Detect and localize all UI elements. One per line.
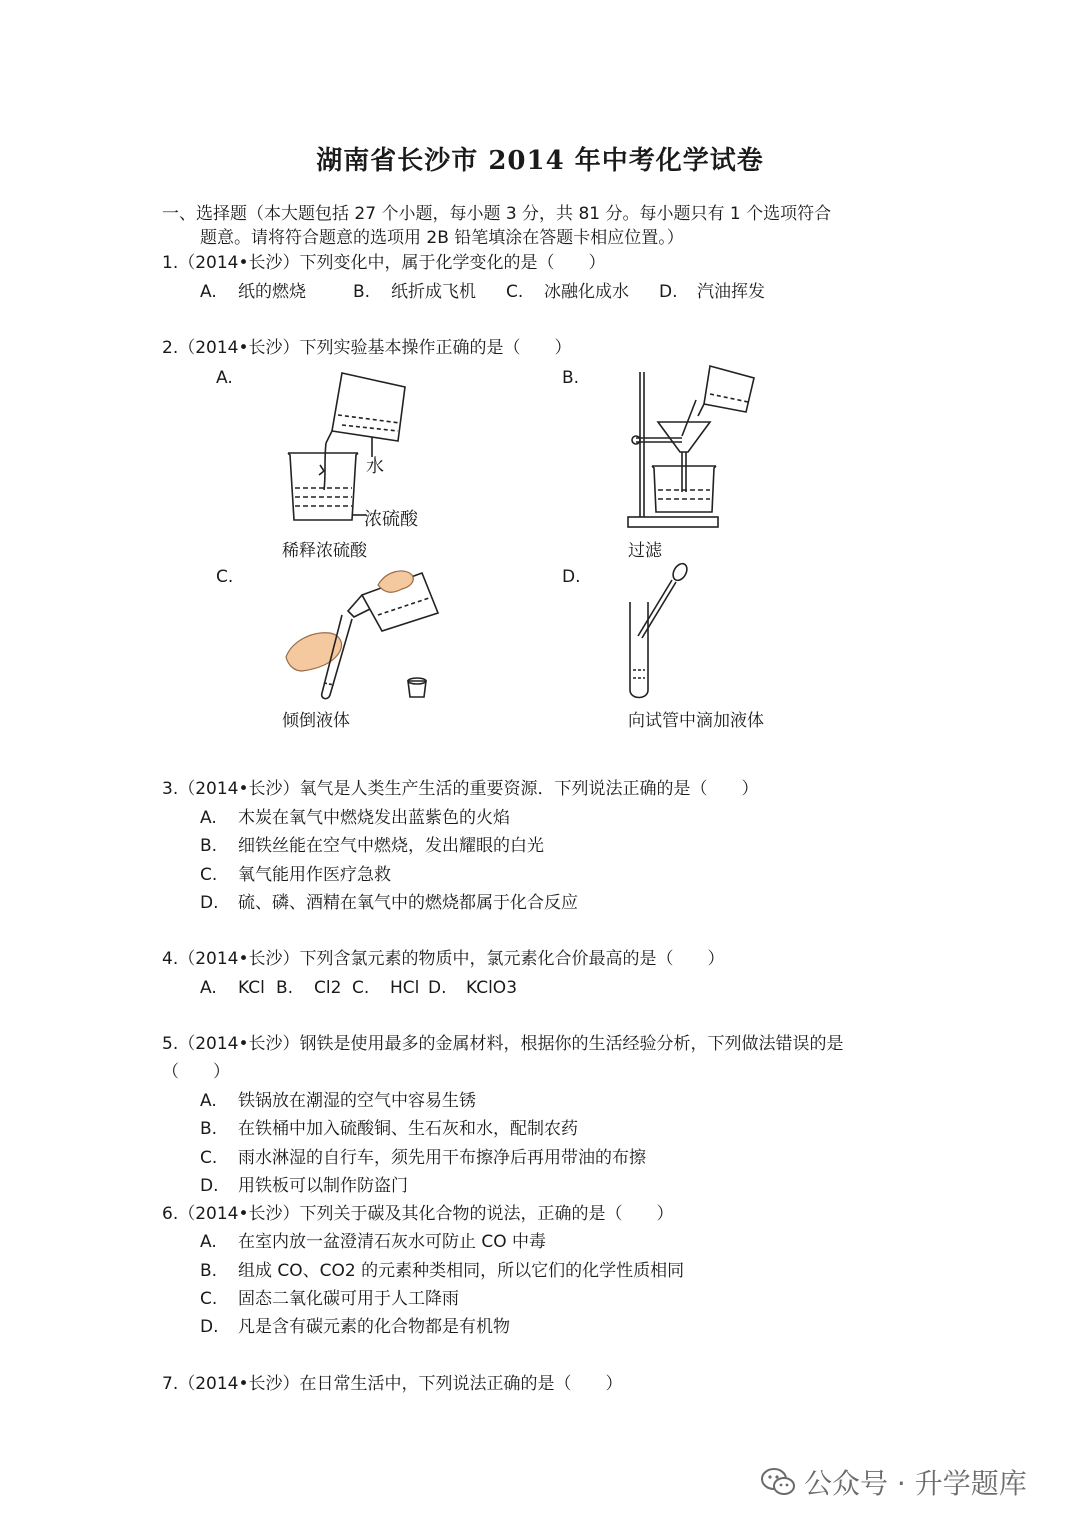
figure-d-caption: 向试管中滴加液体: [628, 711, 764, 731]
water-label: 水: [366, 456, 384, 477]
section-heading-line1: 一、选择题（本大题包括 27 个小题，每小题 3 分，共 81 分。每小题只有 1 个选项符合: [162, 204, 832, 224]
question-4-stem: 4.（2014•长沙）下列含氯元素的物质中，氯元素化合价最高的是（ ）: [162, 949, 725, 969]
option-text: 纸的燃烧: [238, 282, 306, 302]
question-1-stem: 1.（2014•长沙）下列变化中，属于化学变化的是（ ）: [162, 253, 606, 273]
option-letter: A.: [200, 1091, 217, 1111]
option-letter: D.: [200, 893, 219, 913]
option-text: KCl: [238, 978, 265, 998]
question-6-option-b: [200, 1260, 684, 1282]
figure-a-letter: A.: [216, 368, 233, 388]
acid-label: 浓硫酸: [364, 509, 418, 530]
question-3-option-c: [200, 864, 391, 886]
question-6-stem: 6.（2014•长沙）下列关于碳及其化合物的说法，正确的是（ ）: [162, 1204, 674, 1224]
question-5-option-c: [200, 1147, 646, 1169]
option-text: HCl: [390, 978, 420, 998]
option-text: 冰融化成水: [544, 282, 629, 302]
question-5-option-a: [200, 1090, 476, 1112]
question-3-option-d: [200, 892, 578, 914]
option-text: 汽油挥发: [697, 282, 765, 302]
option-text: 雨水淋湿的自行车，须先用干布擦净后再用带油的布擦: [238, 1148, 646, 1168]
question-6-option-d: [200, 1316, 510, 1338]
option-text: 固态二氧化碳可用于人工降雨: [238, 1289, 459, 1309]
option-text: 在铁桶中加入硫酸铜、生石灰和水，配制农药: [238, 1119, 578, 1139]
question-2-stem: 2.（2014•长沙）下列实验基本操作正确的是（ ）: [162, 338, 572, 358]
option-letter: D.: [200, 1176, 219, 1196]
option-letter: C.: [506, 282, 524, 302]
question-5-stem: 5.（2014•长沙）钢铁是使用最多的金属材料，根据你的生活经验分析，下列做法错误的是: [162, 1034, 844, 1054]
option-text: 组成 CO、CO2 的元素种类相同，所以它们的化学性质相同: [238, 1261, 685, 1281]
question-6-option-a: [200, 1231, 546, 1253]
option-letter: A.: [200, 978, 217, 998]
question-3-option-a: [200, 807, 510, 829]
option-text: 纸折成飞机: [391, 282, 476, 302]
option-letter: B.: [200, 1119, 218, 1139]
question-6-option-c: [200, 1288, 459, 1310]
option-text: 细铁丝能在空气中燃烧，发出耀眼的白光: [238, 836, 544, 856]
figure-c-caption: 倾倒液体: [282, 711, 350, 731]
dropper-diagram: [622, 562, 702, 702]
figure-d-letter: D.: [562, 567, 581, 587]
option-text: 氧气能用作医疗急救: [238, 865, 391, 885]
section-heading-line2: 题意。请将符合题意的选项用 2B 铅笔填涂在答题卡相应位置。）: [200, 228, 684, 248]
option-letter: A.: [200, 1232, 217, 1252]
option-text: 凡是含有碳元素的化合物都是有机物: [238, 1317, 510, 1337]
question-1-options: [200, 281, 765, 303]
option-letter: D.: [200, 1317, 219, 1337]
figure-c-letter: C.: [216, 567, 234, 587]
wechat-icon: [760, 1467, 796, 1497]
option-letter: C.: [200, 865, 218, 885]
option-letter: A.: [200, 282, 217, 302]
option-text: 硫、磷、酒精在氧气中的燃烧都属于化合反应: [238, 893, 578, 913]
question-3-option-b: [200, 835, 544, 857]
option-text: 木炭在氧气中燃烧发出蓝紫色的火焰: [238, 808, 510, 828]
option-text: Cl2: [314, 978, 342, 998]
option-letter: D.: [659, 282, 678, 302]
question-5-stem-cont: （ ）: [162, 1062, 230, 1082]
pouring-liquid-diagram: [282, 565, 442, 705]
option-text: KClO3: [466, 978, 518, 998]
figure-a-caption: 稀释浓硫酸: [282, 541, 367, 561]
option-letter: C.: [200, 1289, 218, 1309]
option-letter: A.: [200, 808, 217, 828]
option-text: 铁锅放在潮湿的空气中容易生锈: [238, 1091, 476, 1111]
option-letter: C.: [352, 978, 370, 998]
option-letter: B.: [200, 836, 218, 856]
watermark-text: 公众号 · 升学题库: [804, 1467, 1027, 1500]
option-letter: D.: [428, 978, 447, 998]
watermark: [760, 1462, 1027, 1502]
option-letter: C.: [200, 1148, 218, 1168]
figure-b-letter: B.: [562, 368, 580, 388]
question-5-option-d: [200, 1175, 408, 1197]
option-letter: B.: [276, 978, 294, 998]
question-3-stem: 3.（2014•长沙）氧气是人类生产生活的重要资源．下列说法正确的是（ ）: [162, 779, 759, 799]
option-text: 用铁板可以制作防盗门: [238, 1176, 408, 1196]
figure-b-caption: 过滤: [628, 541, 662, 561]
option-letter: B.: [353, 282, 371, 302]
option-text: 在室内放一盆澄清石灰水可防止 CO 中毒: [238, 1232, 547, 1252]
question-7-stem: 7.（2014•长沙）在日常生活中，下列说法正确的是（ ）: [162, 1374, 623, 1394]
question-5-option-b: [200, 1118, 578, 1140]
page-title: 湖南省长沙市 2014 年中考化学试卷: [316, 146, 764, 176]
option-letter: B.: [200, 1261, 218, 1281]
question-4-options: [200, 977, 517, 999]
filtration-diagram: [622, 362, 762, 532]
